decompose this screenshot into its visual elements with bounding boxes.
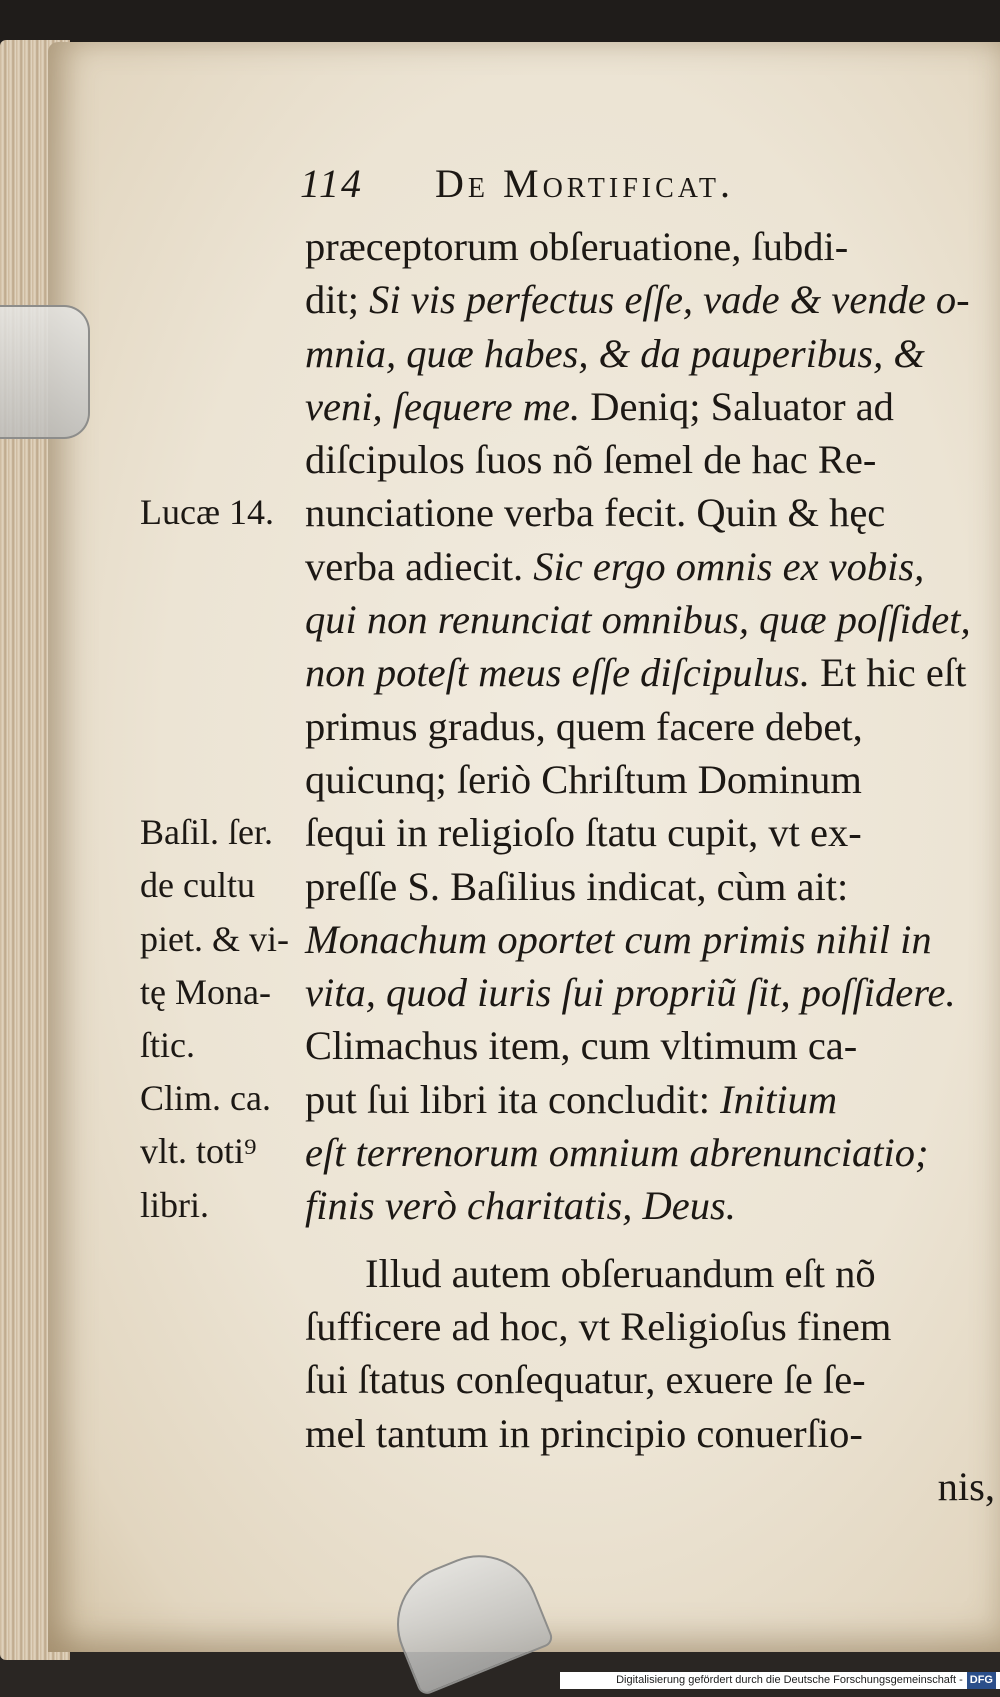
- margin-line: Clim. ca.: [140, 1078, 271, 1118]
- italic-segment: mnia, quæ habes, & da pauperibus, &: [305, 330, 925, 376]
- italic-segment: eſt terrenorum omnium abrenunciatio;: [305, 1130, 929, 1176]
- text-line: ſui ſtatus conſequatur, exuere ſe ſe-: [305, 1357, 866, 1403]
- page-number: 114: [300, 161, 364, 206]
- text-line: [305, 700, 995, 753]
- text-line: [305, 806, 995, 859]
- roman-segment: primus gradus, quem facere debet,: [305, 703, 863, 749]
- margin-line: de cultu: [140, 865, 255, 906]
- margin-line: ſtic.: [140, 1025, 195, 1066]
- main-text: [305, 220, 995, 1513]
- roman-segment: diſcipulos ſuos nõ ſemel de hac Re-: [305, 437, 877, 483]
- text-line: [305, 860, 995, 913]
- text-line: [305, 646, 995, 699]
- roman-segment: dit;: [305, 277, 370, 323]
- roman-segment: Climachus item, cum vltimum ca-: [305, 1023, 858, 1069]
- italic-segment: vita, quod iuris ſui propriũ ſit, poſſidere.: [305, 970, 956, 1016]
- text-line: [305, 486, 995, 539]
- roman-segment: put ſui libri ita concludit:: [305, 1076, 721, 1122]
- italic-segment: non poteſt meus eſſe diſcipulus.: [305, 650, 811, 696]
- margin-note-basil: [140, 806, 305, 1072]
- roman-segment: Et hic eſt: [810, 650, 967, 696]
- dfg-logo-badge: DFG: [967, 1672, 996, 1689]
- paragraph-1: [305, 220, 995, 1233]
- text-line: mel tantum in principio conuerſio-: [305, 1410, 863, 1456]
- text-line: [305, 273, 995, 326]
- roman-segment: nunciatione verba fecit. Quin & hęc: [305, 490, 886, 536]
- text-line: [305, 966, 995, 1019]
- margin-note-clim: [140, 1072, 305, 1232]
- roman-segment: quicunq; ſeriò Chriſtum Dominum: [305, 756, 862, 802]
- text-line: [305, 433, 995, 486]
- italic-segment: finis verò charitatis, Deus.: [305, 1183, 736, 1229]
- text-line: [305, 913, 995, 966]
- text-line: [305, 753, 995, 806]
- paragraph-2: [305, 1247, 995, 1513]
- roman-segment: ſequi in religioſo ſtatu cupit, vt ex-: [305, 810, 862, 856]
- italic-segment: Sic ergo omnis ex vobis,: [533, 543, 925, 589]
- italic-segment: veni, ſequere me.: [305, 383, 581, 429]
- margin-line: libri.: [140, 1184, 209, 1225]
- text-line: [305, 380, 995, 433]
- text-line: [305, 327, 995, 380]
- margin-line: vlt. toti⁹: [140, 1131, 257, 1172]
- text-line: Illud autem obſeruandum eſt nõ: [365, 1250, 876, 1296]
- italic-segment: Monachum oportet cum primis nihil in: [305, 916, 932, 962]
- roman-segment: præceptorum obſeruatione, ſubdi-: [305, 224, 849, 269]
- page-clip-left: [0, 305, 90, 439]
- footer-credit: [560, 1672, 1000, 1689]
- roman-segment: verba adiecit.: [305, 543, 534, 589]
- margin-line: Lucæ 14.: [140, 492, 274, 532]
- roman-segment: Deniq; Saluator ad: [580, 383, 894, 429]
- margin-note-lucae: [140, 486, 305, 539]
- text-line: [305, 1019, 995, 1072]
- margin-line: tę Mona-: [140, 971, 271, 1012]
- footer-text: Digitalisierung gefördert durch die Deutsche Forschungsgemeinschaft -: [616, 1674, 963, 1686]
- italic-segment: Initium: [720, 1076, 838, 1122]
- scan-background-top: [0, 0, 1000, 48]
- text-line: [305, 220, 995, 273]
- roman-segment: preſſe S. Baſilius indicat, cùm ait:: [305, 863, 849, 909]
- text-line: [305, 593, 995, 646]
- running-title: De Mortificat.: [435, 161, 735, 206]
- text-line: [305, 540, 995, 593]
- running-header: [300, 160, 860, 207]
- text-line: ſufficere ad hoc, vt Religioſus finem: [305, 1303, 892, 1349]
- catchword: nis,: [937, 1463, 995, 1509]
- italic-segment: Si vis perfectus eſſe, vade & vende o-: [369, 277, 970, 323]
- margin-line: Baſil. ſer.: [140, 812, 273, 852]
- text-line: [305, 1073, 995, 1126]
- text-line: [305, 1126, 995, 1179]
- italic-segment: qui non renunciat omnibus, quæ poſſidet,: [305, 597, 971, 643]
- text-line: [305, 1179, 995, 1232]
- margin-line: piet. & vi-: [140, 918, 289, 959]
